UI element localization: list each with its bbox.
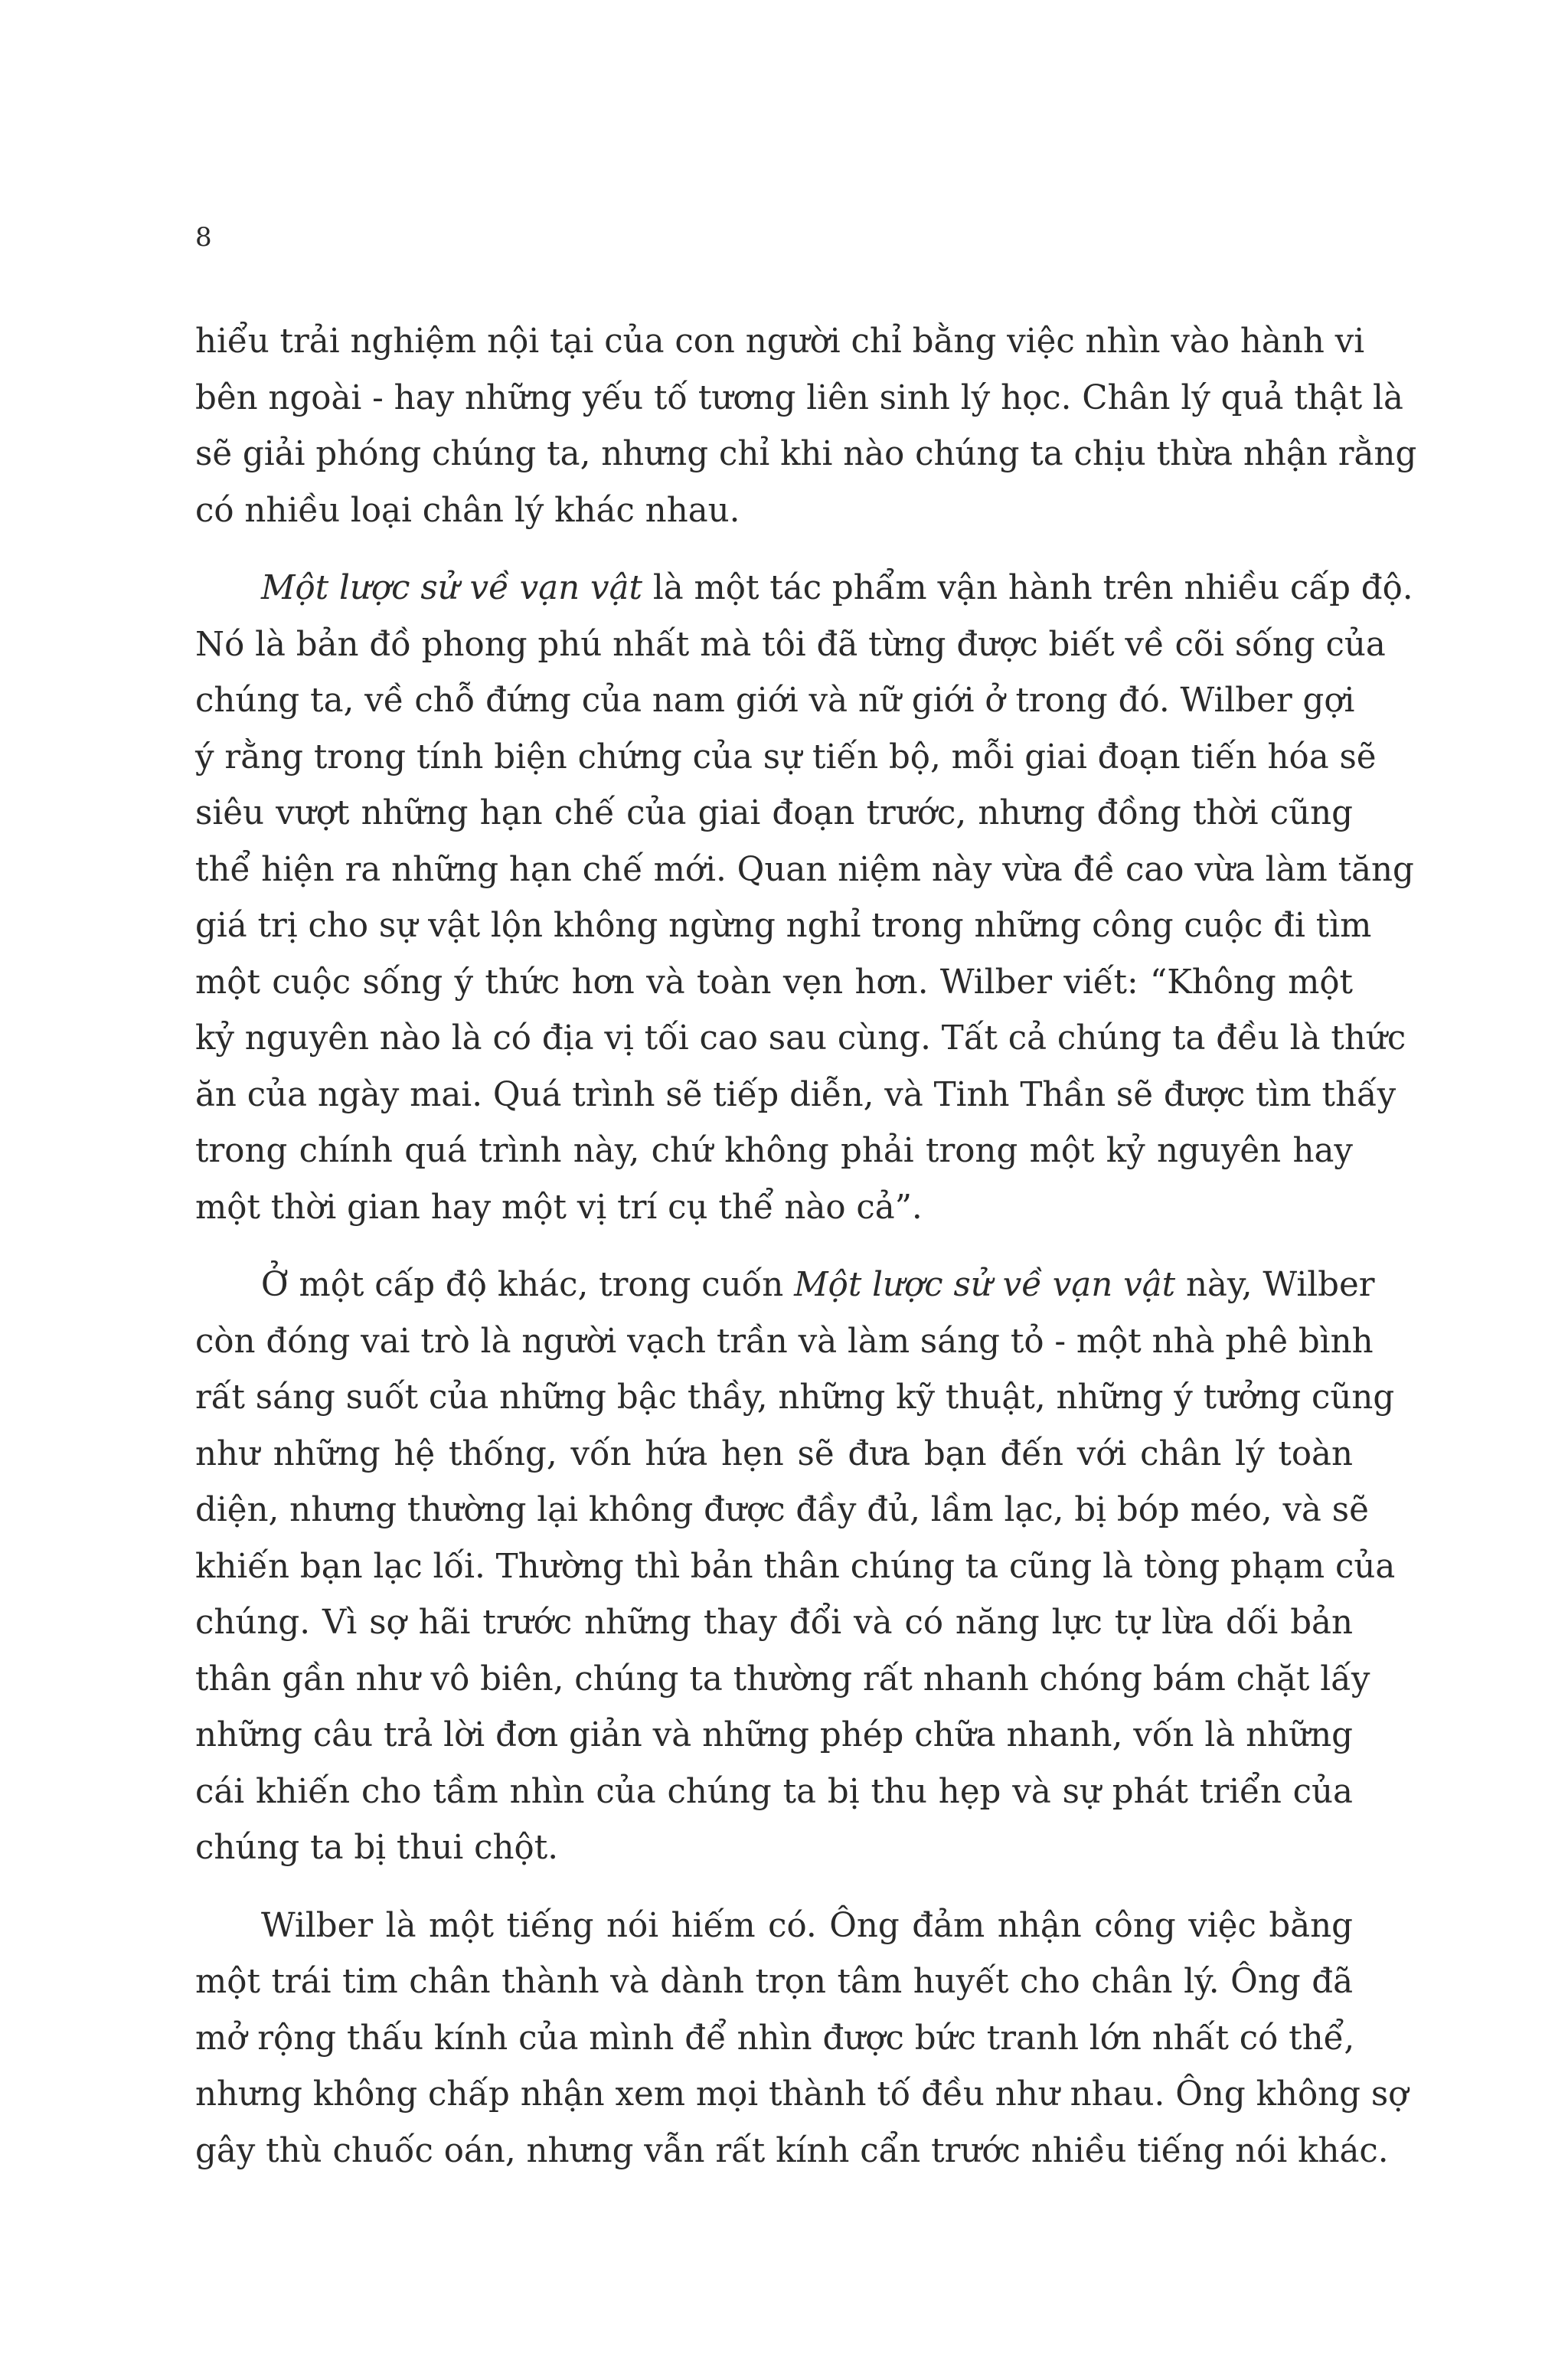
text-line: ý rằng trong tính biện chứng của sự tiến bộ, mỗi giai đoạn tiến hóa sẽ xyxy=(195,737,1377,776)
text-line: mở rộng thấu kính của mình để nhìn được bức tranh lớn nhất có thể, xyxy=(195,2019,1355,2058)
text-line: trong chính quá trình này, chứ không phải trong một kỷ nguyên hay xyxy=(195,1132,1353,1170)
text-line: rất sáng suốt của những bậc thầy, những kỹ thuật, những ý tưởng cũng xyxy=(195,1378,1395,1417)
text-line: thân gần như vô biên, chúng ta thường rất nhanh chóng bám chặt lấy xyxy=(195,1659,1370,1698)
text-line: chúng. Vì sợ hãi trước những thay đổi và có năng lực tự lừa dối bản xyxy=(195,1604,1353,1642)
text-line: thể hiện ra những hạn chế mới. Quan niệm này vừa đề cao vừa làm tăng xyxy=(195,850,1414,889)
text-line: hiểu trải nghiệm nội tại của con người chỉ bằng việc nhìn vào hành vi xyxy=(195,322,1365,361)
paragraph-2 xyxy=(195,561,1414,1236)
text-line: sẽ giải phóng chúng ta, nhưng chỉ khi nào chúng ta chịu thừa nhận rằng xyxy=(195,435,1417,473)
text-line xyxy=(195,1257,1375,1314)
text-line: cái khiến cho tầm nhìn của chúng ta bị thu hẹp và sự phát triển của xyxy=(195,1772,1353,1811)
paragraph-3 xyxy=(195,1257,1396,1877)
text-line: Nó là bản đồ phong phú nhất mà tôi đã từng được biết về cõi sống của xyxy=(195,625,1386,664)
text-fragment: Ở một cấp độ khác, trong cuốn xyxy=(261,1266,795,1304)
text-line: ăn của ngày mai. Quá trình sẽ tiếp diễn, và Tinh Thần sẽ được tìm thấy xyxy=(195,1075,1396,1114)
book-title: Một lược sử về vạn vật xyxy=(261,569,643,607)
text-line: khiến bạn lạc lối. Thường thì bản thân chúng ta cũng là tòng phạm của xyxy=(195,1547,1396,1586)
text-line: nhưng không chấp nhận xem mọi thành tố đều như nhau. Ông không sợ xyxy=(195,2075,1409,2114)
text-line: chúng ta, về chỗ đứng của nam giới và nữ giới ở trong đó. Wilber gợi xyxy=(195,682,1355,720)
page-number: 8 xyxy=(195,222,212,253)
text-line: chúng ta bị thui chột. xyxy=(195,1829,559,1867)
paragraph-1 xyxy=(195,314,1417,539)
text-line: có nhiều loại chân lý khác nhau. xyxy=(195,491,740,530)
text-line: những câu trả lời đơn giản và những phép chữa nhanh, vốn là những xyxy=(195,1716,1353,1754)
text-line: giá trị cho sự vật lộn không ngừng nghỉ trong những công cuộc đi tìm xyxy=(195,907,1372,945)
text-line: diện, nhưng thường lại không được đầy đủ, lầm lạc, bị bóp méo, và sẽ xyxy=(195,1491,1369,1529)
text-line xyxy=(195,561,1413,617)
text-line: gây thù chuốc oán, nhưng vẫn rất kính cẩn trước nhiều tiếng nói khác. xyxy=(195,2131,1389,2170)
text-line: như những hệ thống, vốn hứa hẹn sẽ đưa bạn đến với chân lý toàn xyxy=(195,1434,1353,1473)
book-title: Một lược sử về vạn vật xyxy=(794,1266,1176,1304)
text-line: siêu vượt những hạn chế của giai đoạn trước, nhưng đồng thời cũng xyxy=(195,794,1353,832)
text-line: một cuộc sống ý thức hơn và toàn vẹn hơn. Wilber viết: “Không một xyxy=(195,963,1353,1002)
text-line: kỷ nguyên nào là có địa vị tối cao sau cùng. Tất cả chúng ta đều là thức xyxy=(195,1019,1406,1058)
text-line: một trái tim chân thành và dành trọn tâm huyết cho chân lý. Ông đã xyxy=(195,1963,1353,2001)
text-fragment: này, Wilber xyxy=(1175,1266,1375,1304)
text-fragment: là một tác phẩm vận hành trên nhiều cấp độ. xyxy=(642,569,1413,607)
body-text xyxy=(195,314,1417,2201)
text-line: Wilber là một tiếng nói hiếm có. Ông đảm nhận công việc bằng xyxy=(261,1906,1353,1945)
text-line: một thời gian hay một vị trí cụ thể nào cả”. xyxy=(195,1188,923,1227)
text-line: còn đóng vai trò là người vạch trần và làm sáng tỏ - một nhà phê bình xyxy=(195,1322,1374,1361)
text-line: bên ngoài - hay những yếu tố tương liên sinh lý học. Chân lý quả thật là xyxy=(195,378,1403,417)
paragraph-4 xyxy=(195,1898,1409,2180)
